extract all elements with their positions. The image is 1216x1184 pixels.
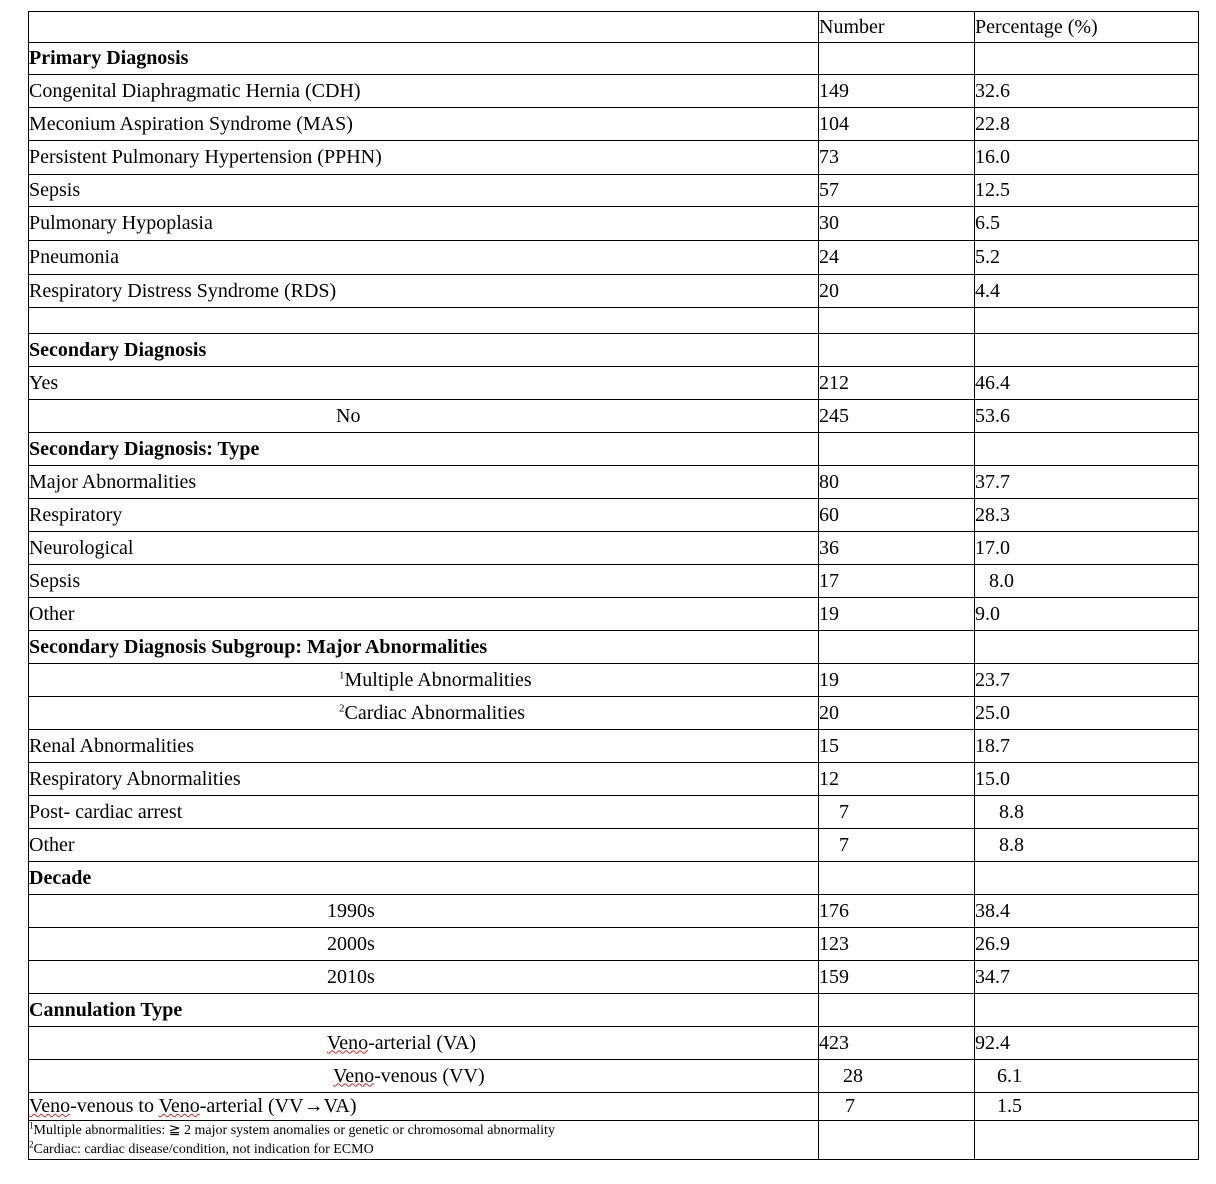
row-percentage: 23.7 bbox=[975, 664, 1199, 697]
row-label: 2010s bbox=[29, 961, 819, 994]
row-percentage: 34.7 bbox=[975, 961, 1199, 994]
row-label bbox=[29, 697, 819, 730]
table-row bbox=[29, 141, 1199, 175]
row-label: Meconium Aspiration Syndrome (MAS) bbox=[29, 108, 819, 141]
ecmo-diagnosis-table bbox=[28, 11, 1199, 1160]
row-percentage: 8.8 bbox=[975, 796, 1199, 829]
row-number: 73 bbox=[819, 141, 975, 175]
row-label: Respiratory Abnormalities bbox=[29, 763, 819, 796]
row-number: 7 bbox=[819, 1093, 975, 1121]
row-percentage: 17.0 bbox=[975, 532, 1199, 565]
row-percentage: 6.5 bbox=[975, 207, 1199, 241]
row-number: 176 bbox=[819, 895, 975, 928]
row-percentage: 46.4 bbox=[975, 367, 1199, 400]
row-percentage: 25.0 bbox=[975, 697, 1199, 730]
section-title: Secondary Diagnosis Subgroup: Major Abnormalities bbox=[29, 631, 819, 664]
row-number: 60 bbox=[819, 499, 975, 532]
section-title: Secondary Diagnosis bbox=[29, 334, 819, 367]
footnote-marker: 2 bbox=[339, 701, 345, 714]
row-percentage: 8.0 bbox=[975, 565, 1199, 598]
row-percentage: 53.6 bbox=[975, 400, 1199, 433]
row-label-text: -arterial (VV→VA) bbox=[199, 1095, 357, 1117]
row-label-text: -arterial (VA) bbox=[368, 1031, 477, 1054]
row-number: 57 bbox=[819, 175, 975, 207]
section-row bbox=[29, 433, 1199, 466]
table-row bbox=[29, 499, 1199, 532]
section-title: Secondary Diagnosis: Type bbox=[29, 433, 819, 466]
section-row bbox=[29, 862, 1199, 895]
table-row bbox=[29, 466, 1199, 499]
table-row bbox=[29, 275, 1199, 308]
spellcheck-word: Veno bbox=[333, 1064, 375, 1087]
row-label bbox=[29, 664, 819, 697]
row-percentage: 26.9 bbox=[975, 928, 1199, 961]
section-title: Decade bbox=[29, 862, 819, 895]
table-row bbox=[29, 565, 1199, 598]
table-row bbox=[29, 532, 1199, 565]
row-label-text: -venous (VV) bbox=[374, 1064, 485, 1087]
row-percentage: 18.7 bbox=[975, 730, 1199, 763]
section-row bbox=[29, 43, 1199, 75]
section-row bbox=[29, 334, 1199, 367]
table-row bbox=[29, 796, 1199, 829]
row-label: Sepsis bbox=[29, 565, 819, 598]
row-percentage: 6.1 bbox=[975, 1060, 1199, 1093]
footnote-row bbox=[29, 1121, 1199, 1160]
row-number: 20 bbox=[819, 697, 975, 730]
row-number: 17 bbox=[819, 565, 975, 598]
row-number: 7 bbox=[819, 796, 975, 829]
row-percentage: 1.5 bbox=[975, 1093, 1199, 1121]
row-percentage: 37.7 bbox=[975, 466, 1199, 499]
row-percentage: 8.8 bbox=[975, 829, 1199, 862]
header-number: Number bbox=[819, 12, 975, 43]
row-percentage: 32.6 bbox=[975, 75, 1199, 108]
row-label: Respiratory Distress Syndrome (RDS) bbox=[29, 275, 819, 308]
footnote-marker: 1 bbox=[29, 1120, 34, 1131]
section-row bbox=[29, 631, 1199, 664]
table-row bbox=[29, 175, 1199, 207]
table-row bbox=[29, 367, 1199, 400]
table-row bbox=[29, 697, 1199, 730]
row-label: Yes bbox=[29, 367, 819, 400]
table-row bbox=[29, 895, 1199, 928]
row-number: 423 bbox=[819, 1027, 975, 1060]
row-number: 19 bbox=[819, 664, 975, 697]
row-label: Respiratory bbox=[29, 499, 819, 532]
row-label: Renal Abnormalities bbox=[29, 730, 819, 763]
table-row bbox=[29, 108, 1199, 141]
row-label: Sepsis bbox=[29, 175, 819, 207]
table-row bbox=[29, 400, 1199, 433]
row-label: Post- cardiac arrest bbox=[29, 796, 819, 829]
table-row bbox=[29, 763, 1199, 796]
row-number: 159 bbox=[819, 961, 975, 994]
table-row bbox=[29, 829, 1199, 862]
row-label: Major Abnormalities bbox=[29, 466, 819, 499]
row-percentage: 9.0 bbox=[975, 598, 1199, 631]
row-percentage: 22.8 bbox=[975, 108, 1199, 141]
row-label bbox=[29, 1060, 819, 1093]
row-number: 24 bbox=[819, 241, 975, 275]
row-number: 80 bbox=[819, 466, 975, 499]
section-title: Primary Diagnosis bbox=[29, 43, 819, 75]
row-label-text: Multiple Abnormalities bbox=[344, 668, 532, 691]
row-number: 15 bbox=[819, 730, 975, 763]
row-percentage: 38.4 bbox=[975, 895, 1199, 928]
footnote-text: Cardiac: cardiac disease/condition, not indication for ECMO bbox=[33, 1142, 374, 1157]
row-number: 20 bbox=[819, 275, 975, 308]
row-number: 30 bbox=[819, 207, 975, 241]
spellcheck-word: Veno bbox=[29, 1095, 71, 1117]
table-row bbox=[29, 961, 1199, 994]
header-row bbox=[29, 12, 1199, 43]
table-row bbox=[29, 1093, 1199, 1121]
row-percentage: 4.4 bbox=[975, 275, 1199, 308]
table-row bbox=[29, 1060, 1199, 1093]
header-percentage: Percentage (%) bbox=[975, 12, 1199, 43]
row-label bbox=[29, 1027, 819, 1060]
row-number: 36 bbox=[819, 532, 975, 565]
section-title: Cannulation Type bbox=[29, 994, 819, 1027]
table-row bbox=[29, 241, 1199, 275]
row-label: 2000s bbox=[29, 928, 819, 961]
section-row bbox=[29, 994, 1199, 1027]
table-row bbox=[29, 75, 1199, 108]
row-number: 19 bbox=[819, 598, 975, 631]
row-label: Congenital Diaphragmatic Hernia (CDH) bbox=[29, 75, 819, 108]
row-percentage: 16.0 bbox=[975, 141, 1199, 175]
row-number: 7 bbox=[819, 829, 975, 862]
footnote-1 bbox=[29, 1121, 818, 1140]
row-label-text: Cardiac Abnormalities bbox=[344, 701, 526, 724]
row-label: 1990s bbox=[29, 895, 819, 928]
footnotes bbox=[29, 1121, 819, 1160]
table-row bbox=[29, 928, 1199, 961]
row-label: No bbox=[29, 400, 819, 433]
row-number: 28 bbox=[819, 1060, 975, 1093]
footnote-2 bbox=[29, 1140, 818, 1159]
header-blank bbox=[29, 12, 819, 43]
footnote-marker: 2 bbox=[29, 1139, 34, 1150]
table-row bbox=[29, 598, 1199, 631]
spellcheck-word: Veno bbox=[327, 1031, 369, 1054]
row-number: 245 bbox=[819, 400, 975, 433]
row-label: Other bbox=[29, 598, 819, 631]
row-label: Pneumonia bbox=[29, 241, 819, 275]
row-percentage: 5.2 bbox=[975, 241, 1199, 275]
spacer-row bbox=[29, 308, 1199, 334]
row-percentage: 28.3 bbox=[975, 499, 1199, 532]
footnote-marker: 1 bbox=[339, 668, 345, 681]
row-label: Other bbox=[29, 829, 819, 862]
table-row bbox=[29, 207, 1199, 241]
spellcheck-word: Veno bbox=[158, 1095, 200, 1117]
row-percentage: 92.4 bbox=[975, 1027, 1199, 1060]
row-percentage: 15.0 bbox=[975, 763, 1199, 796]
row-number: 212 bbox=[819, 367, 975, 400]
row-label: Persistent Pulmonary Hypertension (PPHN) bbox=[29, 141, 819, 175]
row-percentage: 12.5 bbox=[975, 175, 1199, 207]
table-row bbox=[29, 664, 1199, 697]
row-label: Neurological bbox=[29, 532, 819, 565]
row-number: 104 bbox=[819, 108, 975, 141]
table-row bbox=[29, 730, 1199, 763]
row-number: 149 bbox=[819, 75, 975, 108]
row-number: 123 bbox=[819, 928, 975, 961]
table-row bbox=[29, 1027, 1199, 1060]
row-label: Pulmonary Hypoplasia bbox=[29, 207, 819, 241]
row-label-text: -venous to bbox=[70, 1095, 159, 1117]
row-label bbox=[29, 1093, 819, 1121]
row-number: 12 bbox=[819, 763, 975, 796]
footnote-text: Multiple abnormalities: ≧ 2 major system anomalies or genetic or chromosomal abnormality bbox=[33, 1123, 555, 1138]
